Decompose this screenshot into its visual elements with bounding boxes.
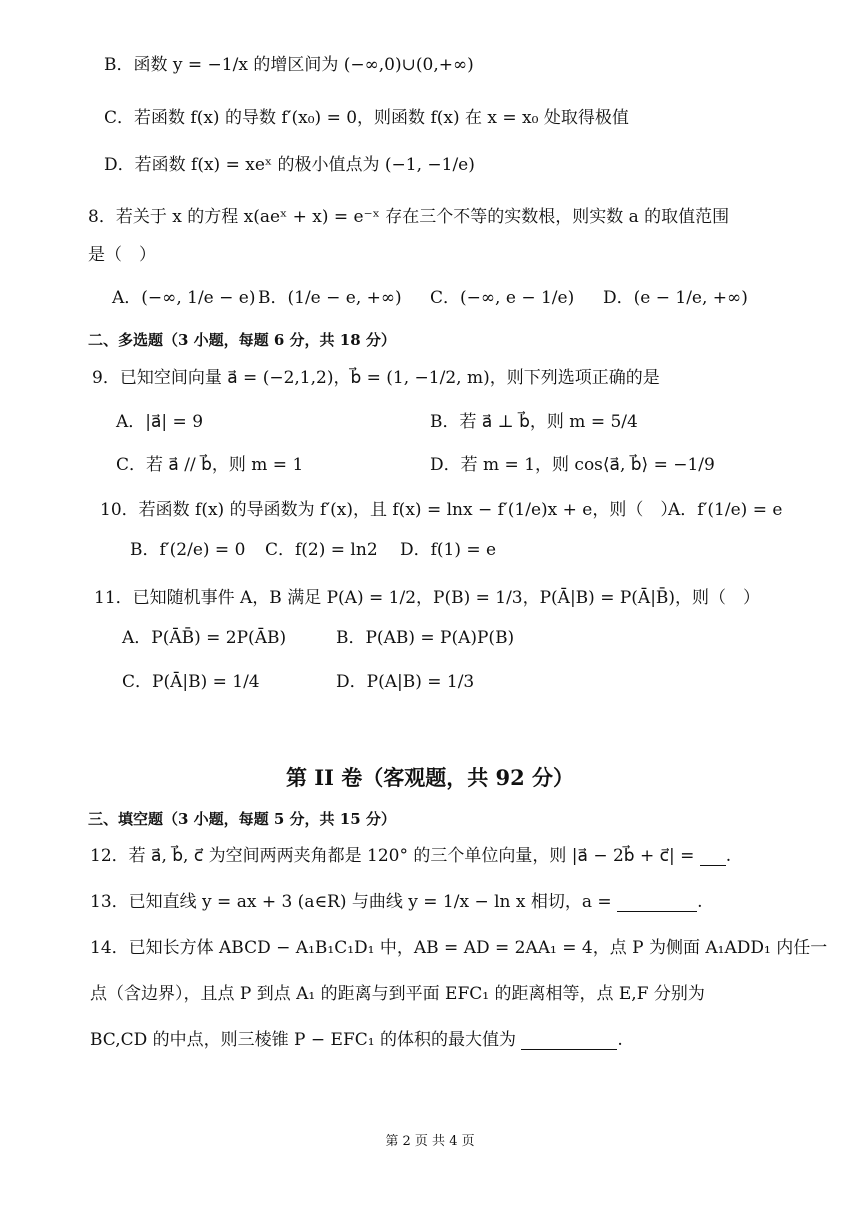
q9-option-d: D．若 m = 1，则 cos⟨a⃗, b⃗⟩ = −1/9 [430, 455, 715, 475]
q14-line2: 点（含边界），且点 P 到点 A₁ 的距离与到平面 EFC₁ 的距离相等，点 E,F 分别为 [90, 984, 705, 1004]
q9-option-c: C．若 a⃗ // b⃗，则 m = 1 [116, 455, 304, 475]
q14-answer-blank[interactable] [521, 1049, 617, 1050]
section-heading-fill-in: 三、填空题（3 小题，每题 5 分，共 15 分） [88, 810, 396, 828]
q9-option-a: A．|a⃗| = 9 [116, 412, 204, 432]
q9-option-b: B．若 a⃗ ⊥ b⃗，则 m = 5/4 [430, 412, 638, 432]
q7-option-d: D．若函数 f(x) = xeˣ 的极小值点为 (−1, −1/e) [104, 155, 475, 175]
q10-option-c: C．f(2) = ln2 [265, 540, 378, 560]
q11-option-a: A．P(ĀB̄) = 2P(ĀB) [122, 628, 287, 648]
q8-option-c: C．(−∞, e − 1/e) [430, 288, 575, 308]
q8-stem-line2: 是（ ） [88, 245, 156, 265]
q8-option-b: B．(1/e − e, +∞) [258, 288, 402, 308]
q13-answer-blank[interactable] [617, 911, 697, 912]
q13-text: 13．已知直线 y = ax + 3 (a∈R) 与曲线 y = 1/x − ln x 相切，a = [90, 892, 612, 912]
q7-option-c: C．若函数 f(x) 的导数 f′(x₀) = 0，则函数 f(x) 在 x = x₀ 处取得极值 [104, 108, 629, 128]
q11-option-c: C．P(Ā|B) = 1/4 [122, 672, 260, 692]
q11-stem: 11．已知随机事件 A，B 满足 P(A) = 1/2，P(B) = 1/3，P(Ā|B) = P(Ā|B̄)，则（ ） [94, 588, 761, 608]
q11-option-d: D．P(A|B) = 1/3 [336, 672, 475, 692]
q12-answer-blank[interactable] [700, 865, 726, 866]
q12-text: 12．若 a⃗, b⃗, c⃗ 为空间两两夹角都是 120° 的三个单位向量，则 |a⃗ − 2b⃗ + c⃗| = [90, 846, 695, 866]
q7-option-b: B．函数 y = −1/x 的增区间为 (−∞,0)∪(0,+∞) [104, 55, 474, 75]
q8-stem-line1: 8．若关于 x 的方程 x(aeˣ + x) = e⁻ˣ 存在三个不等的实数根，则实数 a 的取值范围 [88, 207, 730, 227]
section-heading-multiple-choice: 二、多选题（3 小题，每题 6 分，共 18 分） [88, 331, 396, 349]
q14-line1: 14．已知长方体 ABCD − A₁B₁C₁D₁ 中，AB = AD = 2AA₁ = 4，点 P 为侧面 A₁ADD₁ 内任一 [90, 938, 828, 958]
q8-option-a: A．(−∞, 1/e − e) [112, 288, 256, 308]
q11-option-b: B．P(AB) = P(A)P(B) [336, 628, 515, 648]
q10-stem: 10．若函数 f(x) 的导函数为 f′(x)，且 f(x) = lnx − f′(1/e)x + e，则（ ） [100, 500, 678, 520]
page-footer: 第 2 页 共 4 页 [385, 1134, 475, 1149]
q14-line3-text: BC,CD 的中点，则三棱锥 P − EFC₁ 的体积的最大值为 [90, 1030, 516, 1050]
q13-line: 13．已知直线 y = ax + 3 (a∈R) 与曲线 y = 1/x − ln x 相切，a = . [90, 892, 703, 912]
q14-line3: BC,CD 的中点，则三棱锥 P − EFC₁ 的体积的最大值为 . [90, 1030, 623, 1050]
q10-option-b: B．f′(2/e) = 0 [130, 540, 246, 560]
q12-line: 12．若 a⃗, b⃗, c⃗ 为空间两两夹角都是 120° 的三个单位向量，则 |a⃗ − 2b⃗ + c⃗| = . [90, 846, 732, 866]
q9-stem: 9．已知空间向量 a⃗ = (−2,1,2)，b⃗ = (1, −1/2, m)，则下列选项正确的是 [92, 368, 660, 388]
q10-option-d: D．f(1) = e [400, 540, 497, 560]
q10-option-a: A．f′(1/e) = e [668, 500, 783, 520]
part2-title: 第 II 卷（客观题，共 92 分） [285, 765, 575, 790]
q8-option-d: D．(e − 1/e, +∞) [603, 288, 748, 308]
